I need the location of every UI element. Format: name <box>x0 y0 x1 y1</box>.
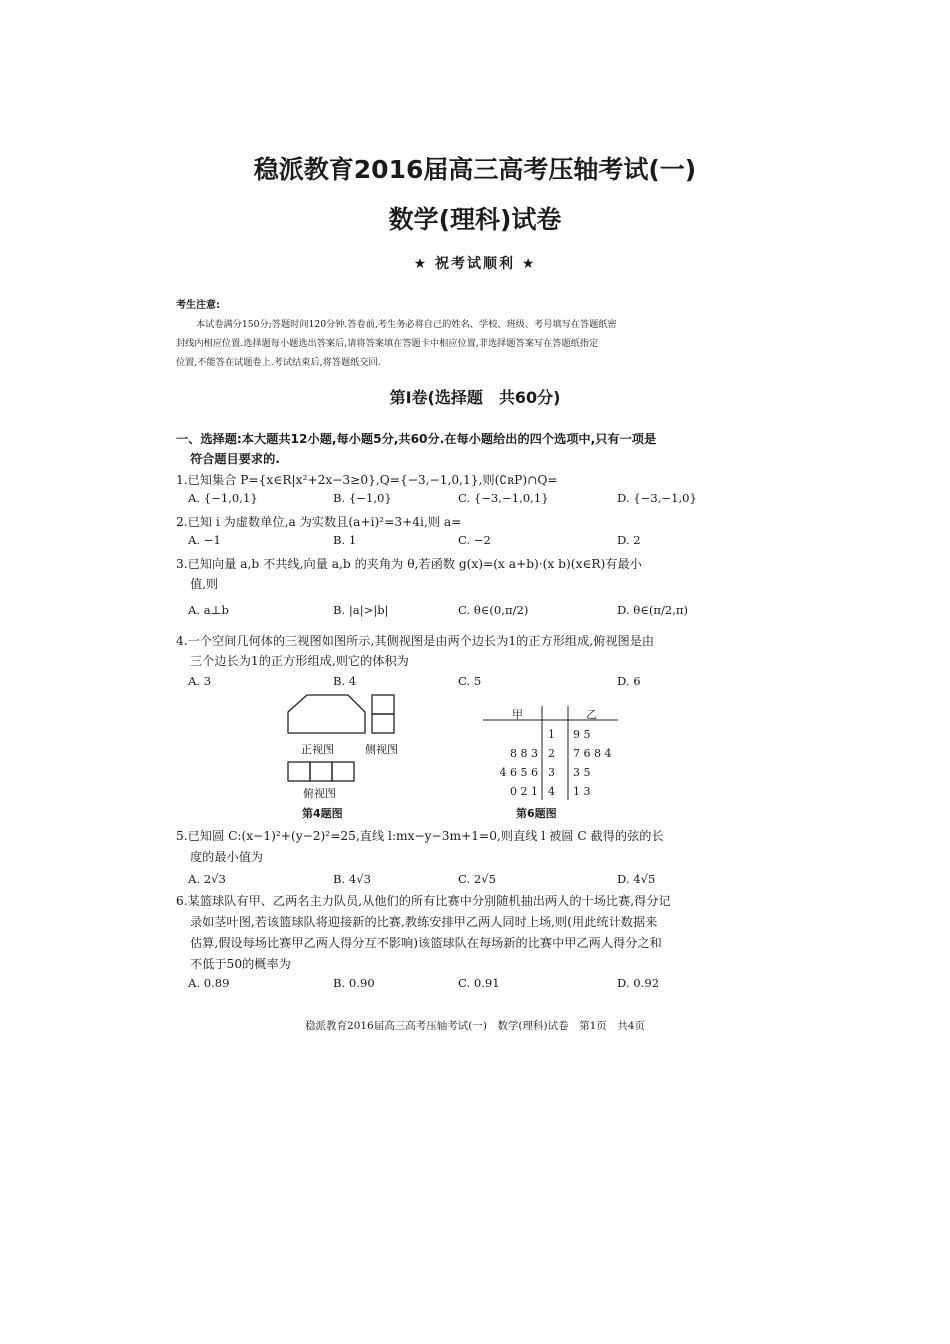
question-3-stem-line-2: 值,则 <box>190 577 219 591</box>
question-3-stem-line-1: 3.已知向量 a,b 不共线,向量 a,b 的夹角为 θ,若函数 g(x)=(x a+b)·(x b)(x∈R)有最小 <box>176 557 642 571</box>
question-5-option-d: D. 4√5 <box>617 872 656 886</box>
stem-leaf-left-2: 8 8 3 <box>510 747 538 760</box>
side-view-upper-square <box>372 695 394 714</box>
question-1-option-a: A. {−1,0,1} <box>188 491 258 505</box>
question-6-stem-line-2: 录如茎叶图,若该篮球队将迎接新的比赛,教练安排甲乙两人同时上场,则(用此统计数据来 <box>190 915 658 929</box>
question-5-option-b: B. 4√3 <box>333 872 372 886</box>
stem-leaf-stem-1: 1 <box>548 728 555 741</box>
question-6-stem-line-4: 不低于50的概率为 <box>190 957 291 971</box>
figure-6-caption: 第6题图 <box>516 807 557 820</box>
section-instruction-2: 符合题目要求的. <box>190 452 280 466</box>
question-1-option-d: D. {−3,−1,0} <box>617 491 697 505</box>
question-2-option-c: C. −2 <box>458 533 491 547</box>
question-3-option-b: B. |a|>|b| <box>333 603 389 617</box>
question-6-option-c: C. 0.91 <box>458 976 500 990</box>
question-1-stem: 1.已知集合 P={x∈R|x²+2x−3≥0},Q={−3,−1,0,1},则(∁ʀP)∩Q= <box>176 473 558 487</box>
question-3-option-d: D. θ∈(π/2,π) <box>617 603 689 617</box>
question-5-option-c: C. 2√5 <box>458 872 496 886</box>
question-2-option-b: B. 1 <box>333 533 357 547</box>
stem-leaf-stem-3: 3 <box>548 766 555 779</box>
top-view-square-2 <box>310 762 332 781</box>
question-6-stem-line-3: 估算,假设每场比赛甲乙两人得分互不影响)该篮球队在每场新的比赛中甲乙两人得分之和 <box>190 936 662 950</box>
question-2-option-d: D. 2 <box>617 533 641 547</box>
question-5-stem-line-1: 5.已知圆 C:(x−1)²+(y−2)²=25,直线 l:mx−y−3m+1=0,则直线 l 被圆 C 截得的弦的长 <box>176 829 664 843</box>
notice-line-2: 封线内相应位置.选择题每小题选出答案后,请将答案填在答题卡中相应位置,非选择题答案写在答题纸指定 <box>176 338 599 349</box>
top-view-square-1 <box>288 762 310 781</box>
exam-subtitle: 数学(理科)试卷 <box>388 205 562 234</box>
question-2-stem: 2.已知 i 为虚数单位,a 为实数且(a+i)²=3+4i,则 a= <box>176 515 462 529</box>
question-1-option-b: B. {−1,0} <box>333 491 392 505</box>
question-6-stem-line-1: 6.某篮球队有甲、乙两名主力队员,从他们的所有比赛中分别随机抽出两人的十场比赛,得分记 <box>176 894 671 908</box>
question-4-option-b: B. 4 <box>333 674 357 688</box>
question-4-option-a: A. 3 <box>188 674 212 688</box>
question-5-option-a: A. 2√3 <box>188 872 226 886</box>
side-view-label: 侧视图 <box>365 743 398 756</box>
question-4-option-c: C. 5 <box>458 674 482 688</box>
stem-leaf-right-4: 1 3 <box>573 785 591 798</box>
stem-leaf-left-4: 0 2 1 <box>510 785 538 798</box>
question-5-stem-line-2: 度的最小值为 <box>190 850 264 864</box>
stem-leaf-header-yi: 乙 <box>586 708 597 721</box>
stem-leaf-stem-2: 2 <box>548 747 555 760</box>
question-6-option-a: A. 0.89 <box>188 976 230 990</box>
question-2-option-a: A. −1 <box>188 533 221 547</box>
question-6-option-d: D. 0.92 <box>617 976 660 990</box>
section-title: 第Ⅰ卷(选择题 共60分) <box>389 388 561 407</box>
question-1-option-c: C. {−3,−1,0,1} <box>458 491 549 505</box>
stem-leaf-right-1: 9 5 <box>573 728 591 741</box>
top-view-square-3 <box>332 762 354 781</box>
question-3-option-c: C. θ∈(0,π/2) <box>458 603 529 617</box>
question-4-stem-line-1: 4.一个空间几何体的三视图如图所示,其侧视图是由两个边长为1的正方形组成,俯视图是由 <box>176 634 655 648</box>
front-view-label: 正视图 <box>301 743 334 756</box>
notice-line-1: 本试卷满分150分;答题时间120分钟.答卷前,考生务必将自己的姓名、学校、班级、考号填写在答题纸密 <box>196 319 617 330</box>
stem-leaf-left-3: 4 6 5 6 <box>499 766 538 779</box>
stem-leaf-header-jia: 甲 <box>512 708 523 721</box>
question-4-stem-line-2: 三个边长为1的正方形组成,则它的体积为 <box>190 654 409 668</box>
stem-leaf-right-2: 7 6 8 4 <box>573 747 612 760</box>
question-4-option-d: D. 6 <box>617 674 641 688</box>
figure-4-drawing <box>285 690 405 790</box>
front-view-shape <box>288 695 365 733</box>
stem-leaf-right-3: 3 5 <box>573 766 591 779</box>
stem-leaf-stem-4: 4 <box>548 785 555 798</box>
page-footer: 稳派教育2016届高三高考压轴考试(一) 数学(理科)试卷 第1页 共4页 <box>305 1020 645 1032</box>
exam-title: 稳派教育2016届高三高考压轴考试(一) <box>253 155 697 184</box>
top-view-label: 俯视图 <box>303 787 336 800</box>
side-view-lower-square <box>372 714 394 733</box>
notice-line-3: 位置,不能答在试题卷上.考试结束后,将答题纸交回. <box>176 357 381 368</box>
notice-heading: 考生注意: <box>176 300 220 311</box>
section-instruction-1: 一、选择题:本大题共12小题,每小题5分,共60分.在每小题给出的四个选项中,只有一项是 <box>176 432 657 446</box>
figure-4-caption: 第4题图 <box>302 807 343 820</box>
question-6-option-b: B. 0.90 <box>333 976 375 990</box>
blessing-line: ★ 祝考试顺利 ★ <box>413 256 537 272</box>
question-3-option-a: A. a⊥b <box>188 603 229 617</box>
